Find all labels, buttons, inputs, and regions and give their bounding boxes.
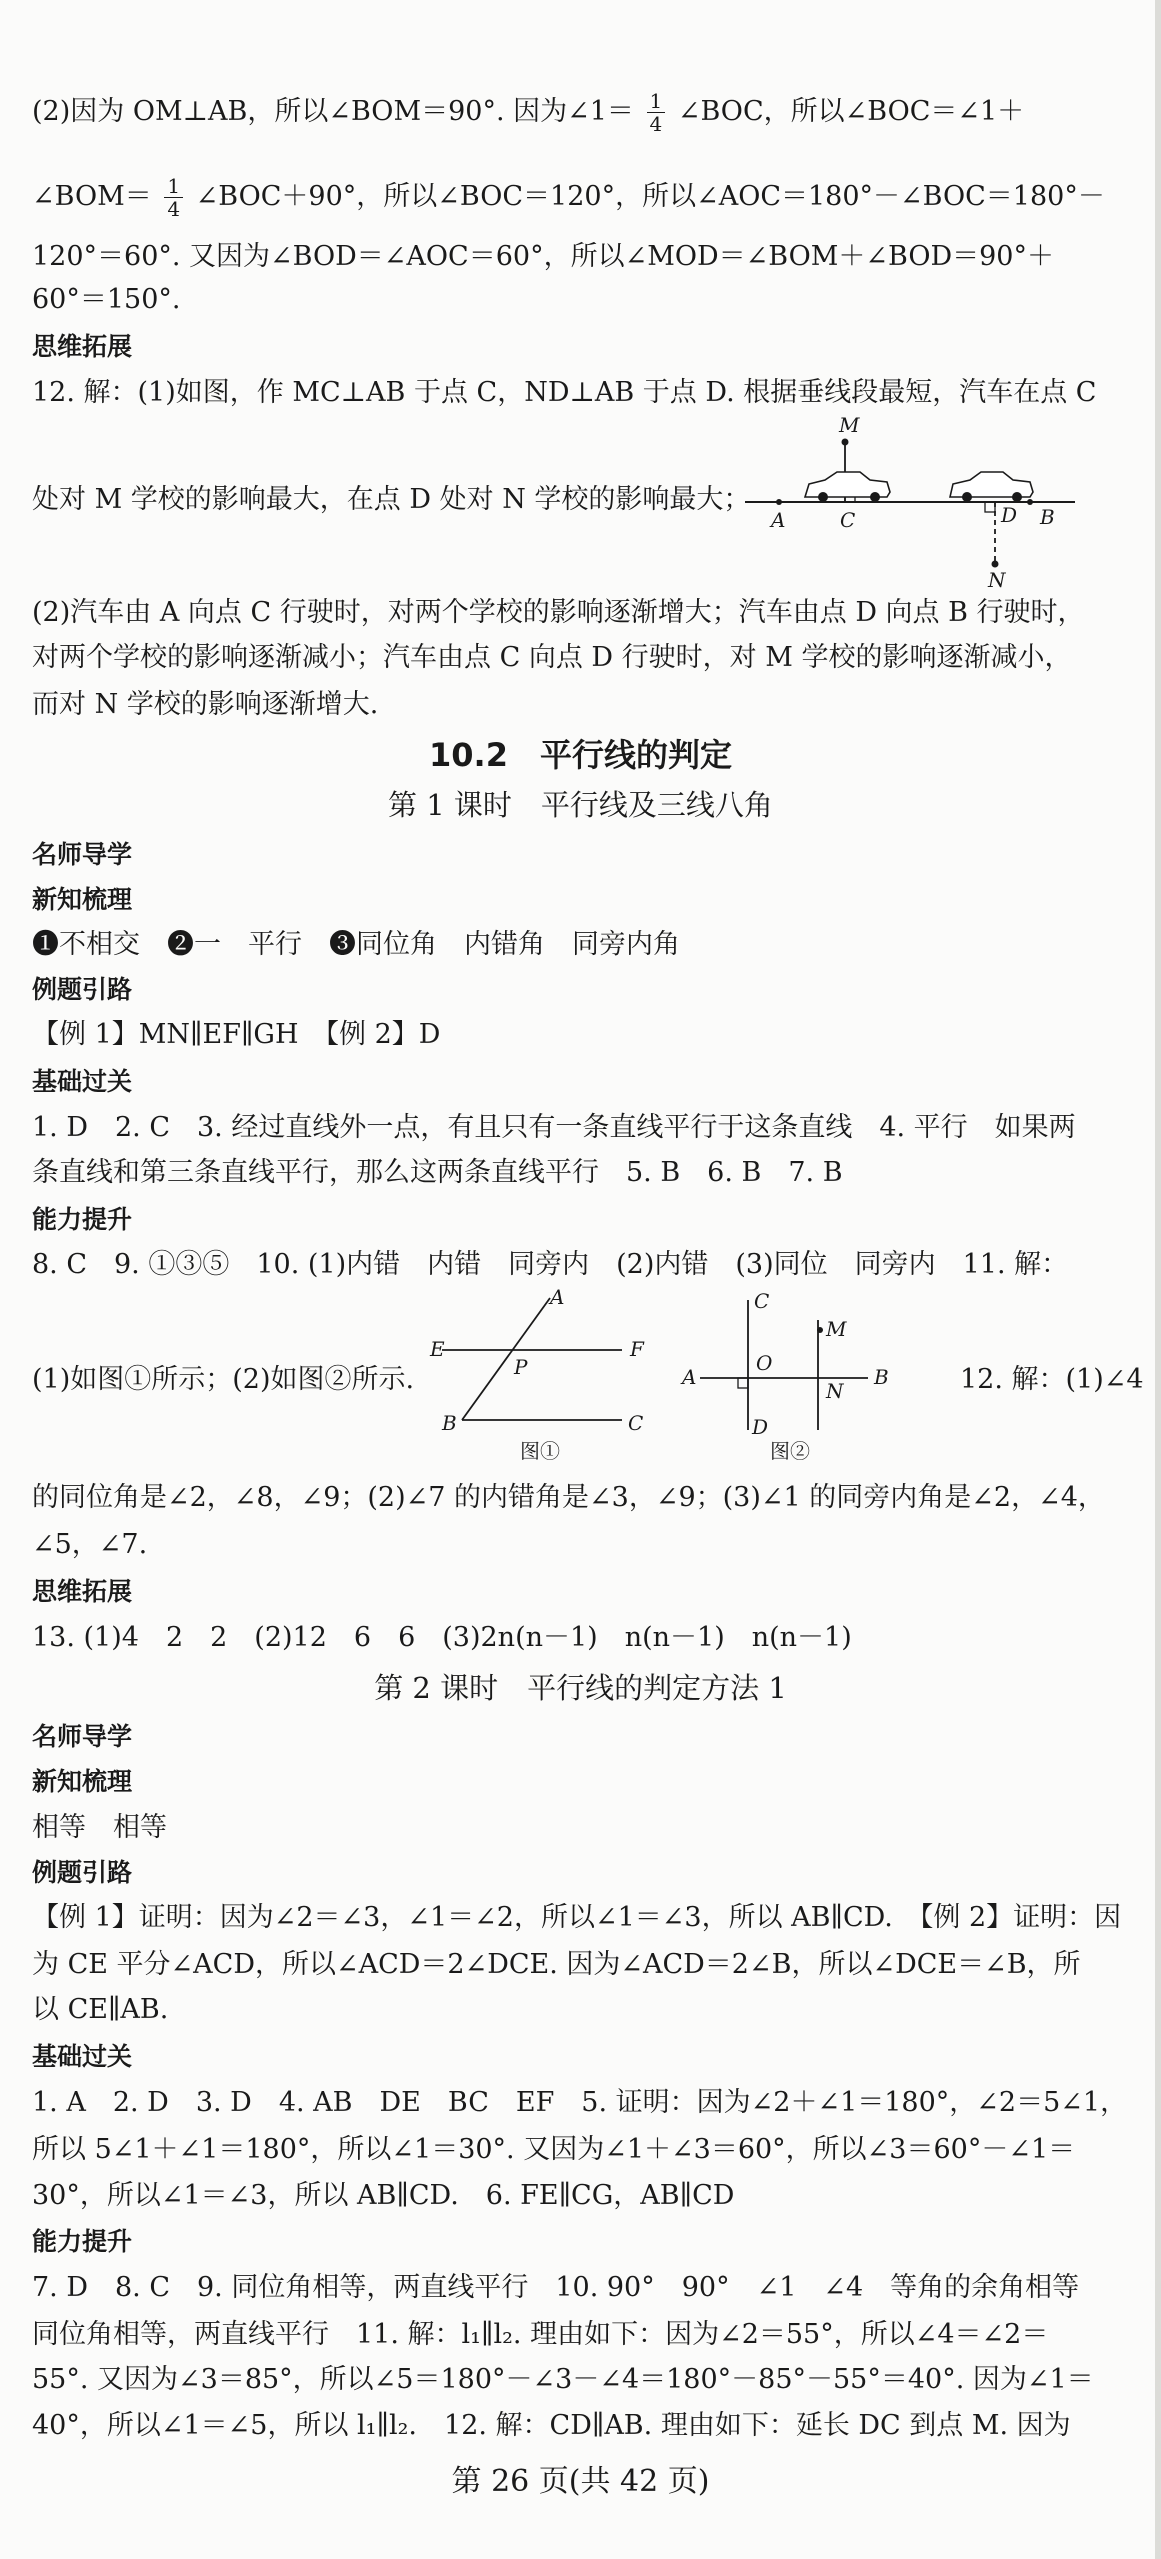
section-heading: 例题引路 [32, 1858, 133, 1887]
text-line: 【例 1】证明：因为∠2＝∠3，∠1＝∠2，所以∠1＝∠3，所以 AB∥CD. 【例 2】证明：因 [32, 1902, 1122, 1933]
text-line: 条直线和第三条直线平行，那么这两条直线平行 5. B 6. B 7. B [32, 1157, 843, 1188]
text-line: 1. A 2. D 3. D 4. AB DE BC EF 5. 证明：因为∠2＋∠1＝180°，∠2＝5∠1， [32, 2087, 1128, 2118]
text-segment: (2)因为 OM⊥AB，所以∠BOM＝90°. 因为∠1＝ [32, 96, 634, 127]
section-heading: 新知梳理 [32, 885, 133, 914]
text-line: (2)汽车由 A 向点 C 行驶时，对两个学校的影响逐渐增大；汽车由点 D 向点 B 行驶时， [32, 597, 1085, 628]
fraction-denominator: 4 [649, 112, 663, 136]
text-line: 13. (1)4 2 2 (2)12 6 6 (3)2n(n－1) n(n－1) n(n－1) [32, 1622, 852, 1653]
figure-caption: 图① [520, 1439, 560, 1463]
text-line: 以 CE∥AB. [32, 1994, 169, 2025]
section-title: 10.2 平行线的判定 [429, 736, 732, 774]
text-line [32, 175, 1105, 220]
label-B: B [874, 1365, 889, 1389]
label-N: N [988, 568, 1006, 592]
label-O: O [756, 1351, 773, 1375]
label-B: B [1040, 505, 1055, 529]
label-A: A [771, 508, 786, 532]
label-F: F [630, 1337, 644, 1361]
section-heading: 新知梳理 [32, 1767, 133, 1796]
text-line: 对两个学校的影响逐渐减小；汽车由点 C 向点 D 行驶时，对 M 学校的影响逐渐减小， [32, 642, 1072, 673]
label-P: P [514, 1355, 528, 1379]
text-line: 为 CE 平分∠ACD，所以∠ACD＝2∠DCE. 因为∠ACD＝2∠B，所以∠DCE＝∠B，所 [32, 1949, 1081, 1980]
text-segment: ∠BOM＝ [32, 181, 152, 212]
page-footer: 第 26 页(共 42 页) [451, 2464, 710, 2499]
car-road-figure [745, 412, 1095, 592]
label-E: E [430, 1337, 445, 1361]
label-D: D [1001, 503, 1018, 527]
section-heading: 能力提升 [32, 1205, 133, 1234]
fraction [164, 175, 183, 220]
text-line: 12. 解：(1)∠4 [960, 1364, 1144, 1395]
text-line: 60°＝150°. [32, 284, 181, 315]
section-heading: 基础过关 [32, 2042, 133, 2071]
section-heading: 能力提升 [32, 2227, 133, 2256]
label-A: A [682, 1365, 697, 1389]
text-line: 40°，所以∠1＝∠5，所以 l₁∥l₂. 12. 解：CD∥AB. 理由如下：延长 DC 到点 M. 因为 [32, 2410, 1071, 2441]
figure-caption: 图② [770, 1439, 810, 1463]
text-line: 所以 5∠1＋∠1＝180°，所以∠1＝30°. 又因为∠1＋∠3＝60°，所以∠3＝60°－∠1＝ [32, 2134, 1076, 2165]
section-heading: 基础过关 [32, 1067, 133, 1096]
fraction [647, 90, 666, 135]
text-line: 而对 N 学校的影响逐渐增大. [32, 689, 379, 720]
text-segment: ∠BOC＋90°，所以∠BOC＝120°，所以∠AOC＝180°－∠BOC＝180°－ [195, 181, 1105, 212]
text-line: 【例 1】MN∥EF∥GH 【例 2】D [32, 1019, 441, 1050]
text-line: 的同位角是∠2，∠8，∠9；(2)∠7 的内错角是∠3，∠9；(3)∠1 的同旁内角是∠2，∠4， [32, 1482, 1105, 1513]
label-M: M [826, 1317, 847, 1341]
figure-1 [430, 1285, 662, 1465]
text-line: 8. C 9. ①③⑤ 10. (1)内错 内错 同旁内 (2)内错 (3)同位 同旁内 11. 解： [32, 1249, 1069, 1280]
text-line: 55°. 又因为∠3＝85°，所以∠5＝180°－∠3－∠4＝180°－85°－55°＝40°. 因为∠1＝ [32, 2364, 1094, 2395]
label-M: M [839, 413, 860, 437]
lesson-title: 第 1 课时 平行线及三线八角 [388, 788, 773, 822]
text-line: 12. 解：(1)如图，作 MC⊥AB 于点 C，ND⊥AB 于点 D. 根据垂线段最短，汽车在点 C [32, 377, 1097, 408]
section-heading: 思维拓展 [32, 1577, 133, 1606]
page-edge [1155, 0, 1161, 2559]
fraction-numerator: 1 [164, 175, 183, 198]
fraction-numerator: 1 [647, 90, 666, 113]
text-line: ∠5，∠7. [32, 1529, 148, 1560]
section-heading: 例题引路 [32, 975, 133, 1004]
text-line: 相等 相等 [32, 1812, 167, 1843]
lesson-title: 第 2 课时 平行线的判定方法 1 [374, 1671, 787, 1705]
text-line: 7. D 8. C 9. 同位角相等，两直线平行 10. 90° 90° ∠1 ∠4 等角的余角相等 [32, 2272, 1080, 2303]
label-A: A [550, 1285, 565, 1309]
label-B: B [442, 1411, 457, 1435]
label-N: N [826, 1379, 844, 1403]
section-heading: 思维拓展 [32, 332, 133, 361]
text-segment: ∠BOC，所以∠BOC＝∠1＋ [677, 96, 1025, 127]
text-line: 处对 M 学校的影响最大，在点 D 处对 N 学校的影响最大； [32, 484, 751, 515]
label-C: C [628, 1411, 644, 1435]
text-line: (1)如图①所示；(2)如图②所示. [32, 1364, 415, 1395]
text-line: ❶不相交 ❷一 平行 ❸同位角 内错角 同旁内角 [32, 929, 680, 960]
car-icon [950, 472, 1033, 502]
section-heading: 名师导学 [32, 1722, 133, 1751]
text-line: 同位角相等，两直线平行 11. 解：l₁∥l₂. 理由如下：因为∠2＝55°，所以∠4＝∠2＝ [32, 2319, 1049, 2350]
text-line: 120°＝60°. 又因为∠BOD＝∠AOC＝60°，所以∠MOD＝∠BOM＋∠BOD＝90°＋ [32, 241, 1054, 272]
label-C: C [754, 1289, 770, 1313]
text-line: 1. D 2. C 3. 经过直线外一点，有且只有一条直线平行于这条直线 4. 平行 如果两 [32, 1112, 1076, 1143]
section-heading: 名师导学 [32, 840, 133, 869]
label-C: C [840, 508, 856, 532]
text-line: 30°，所以∠1＝∠3，所以 AB∥CD. 6. FE∥CG，AB∥CD [32, 2180, 735, 2211]
figure-2 [678, 1290, 898, 1465]
text-line [32, 90, 1024, 135]
fraction-denominator: 4 [167, 197, 181, 221]
car-icon [805, 472, 890, 502]
label-D: D [752, 1415, 769, 1439]
